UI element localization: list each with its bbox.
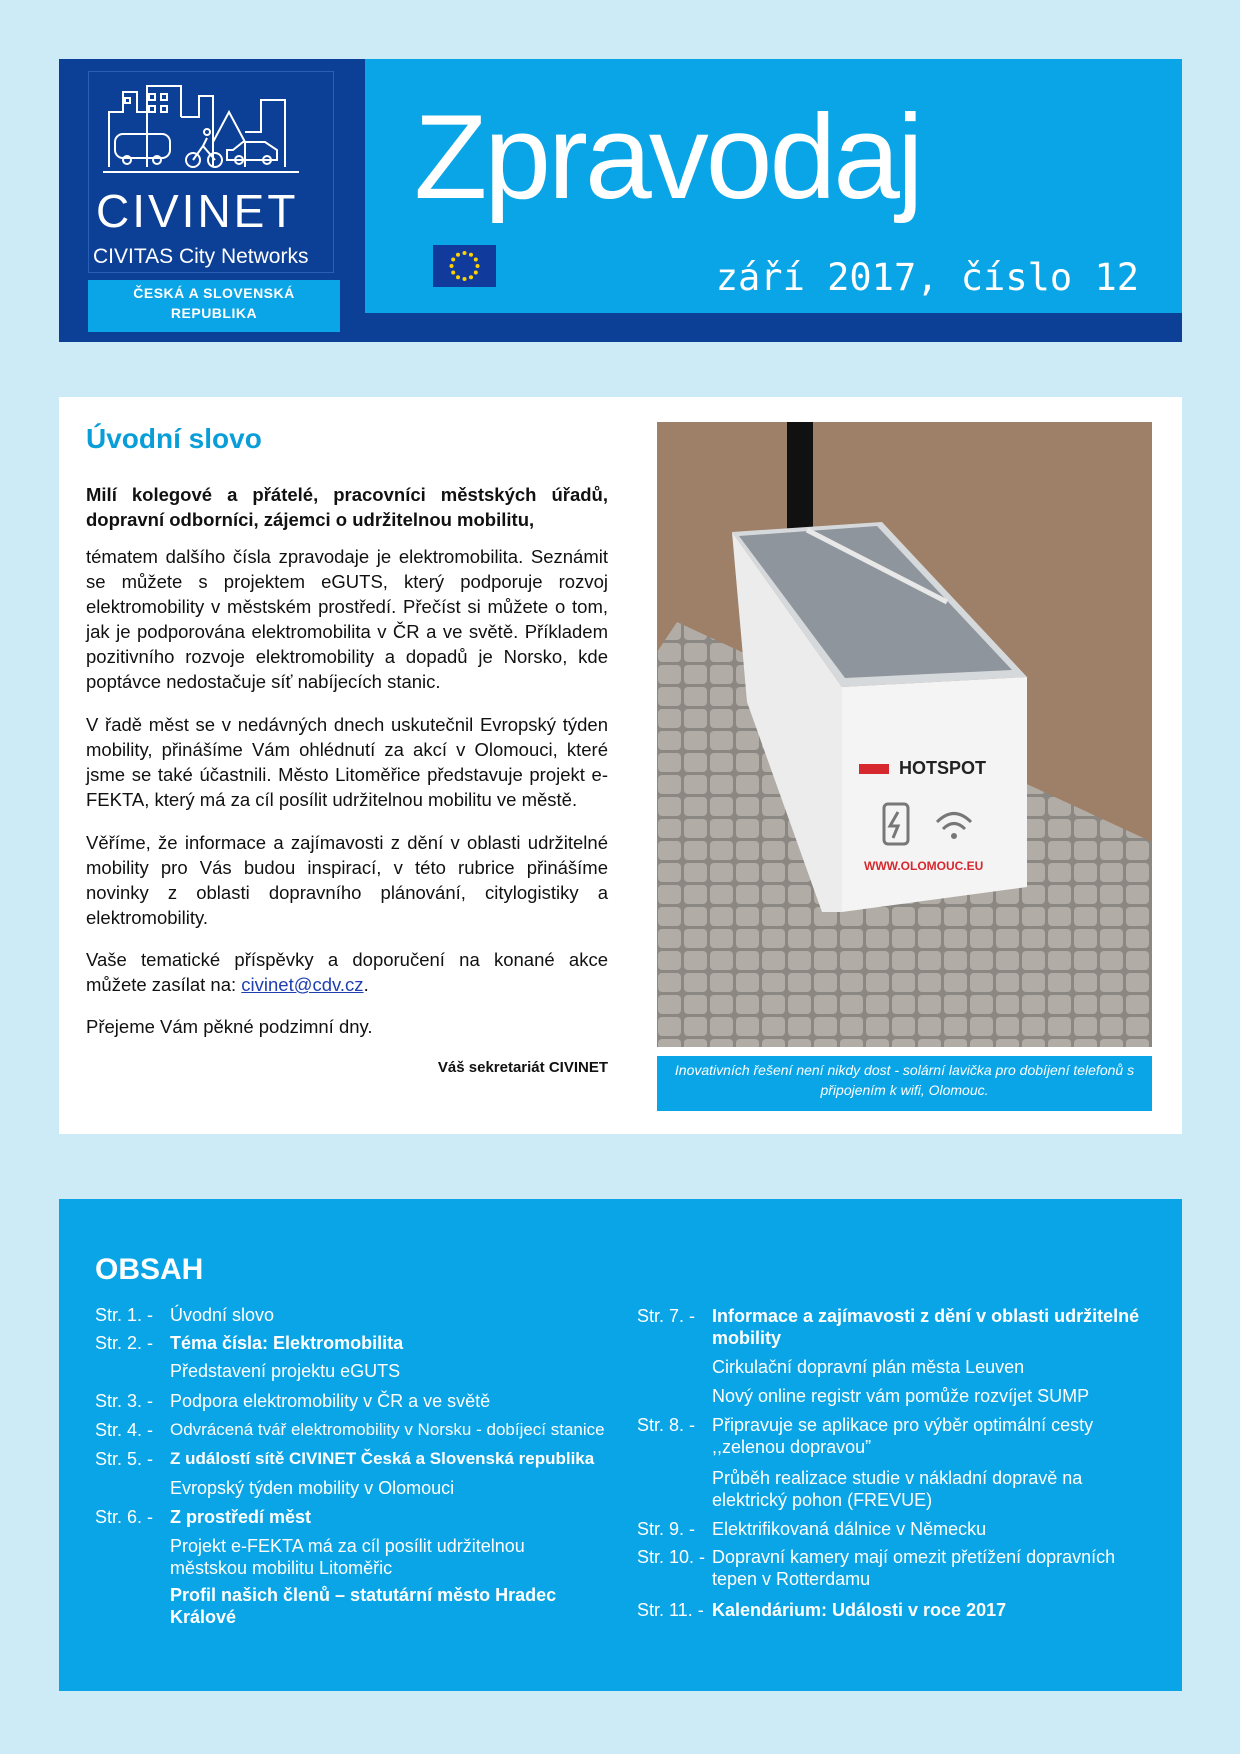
email-link[interactable]: civinet@cdv.cz (241, 974, 364, 995)
toc-entry[interactable]: Připravuje se aplikace pro výběr optimální cesty ,,zelenou dopravou” (712, 1415, 1094, 1457)
newsletter-title: Zpravodaj (414, 90, 921, 224)
hotspot-label: HOTSPOT (899, 758, 987, 778)
toc-entry[interactable]: Kalendárium: Události v roce 2017 (712, 1600, 1007, 1620)
toc-entry[interactable]: Projekt e-FEKTA má za cíl posílit udržitelnou městskou mobilitu Litoměřic (170, 1536, 525, 1578)
signature: Váš sekretariát CIVINET (437, 1059, 608, 1076)
logo-brand: CIVINET (96, 185, 299, 237)
toc-entry[interactable]: Nový online registr vám pomůže rozvíjet SUMP (712, 1386, 1090, 1406)
toc-page-11: Str. 11. - (637, 1600, 704, 1620)
photo-url-label: WWW.OLOMOUC.EU (864, 859, 984, 873)
toc-entry[interactable]: Podpora elektromobility v ČR a ve světě (170, 1391, 491, 1411)
intro-paragraph-4 (86, 947, 608, 997)
toc-entry[interactable]: Evropský týden mobility v Olomouci (170, 1478, 455, 1498)
contact-end: . (363, 974, 369, 995)
contact-text: Vaše tematické příspěvky a doporučení na konané akce můžete zasílat na: (86, 949, 608, 995)
photo-caption: Inovativních řešení není nikdy dost - solární lavička pro dobíjení telefonů s připojením k wifi, Olomouc. (657, 1056, 1152, 1111)
intro-paragraph-3: Věříme, že informace a zajímavosti z dění v oblasti udržitelné mobility pro Vás budou inspirací, v této rubrice přinášíme novinky z oblasti dopravního plánování, citylogistiky a elektromobility. (86, 832, 608, 928)
toc-entry[interactable]: Odvrácená tvář elektromobility v Norsku - dobíjecí stanice (170, 1420, 605, 1439)
toc-entry[interactable]: Informace a zajímavosti z dění v oblasti udržitelné mobility (712, 1306, 1140, 1348)
toc-page-1: Str. 1. - (95, 1305, 154, 1325)
contents-heading: OBSAH (95, 1253, 204, 1286)
toc-entry[interactable]: Elektrifikovaná dálnice v Německu (712, 1519, 987, 1539)
toc-page-6: Str. 6. - (95, 1507, 154, 1527)
toc-entry[interactable]: Představení projektu eGUTS (170, 1361, 401, 1381)
logo-region: ČESKÁ A SLOVENSKÁ REPUBLIKA (88, 280, 340, 332)
civinet-logo (88, 71, 334, 273)
bench-photo (657, 422, 1152, 1047)
eu-flag-icon (433, 245, 496, 287)
toc-page-4: Str. 4. - (95, 1420, 154, 1440)
intro-greeting: Milí kolegové a přátelé, pracovníci městských úřadů, dopravní odborníci, zájemci o udržitelnou mobilitu, (86, 484, 608, 530)
toc-page-5: Str. 5. - (95, 1449, 154, 1469)
toc-entry[interactable]: Cirkulační dopravní plán města Leuven (712, 1357, 1025, 1377)
intro-heading: Úvodní slovo (86, 423, 262, 454)
toc-page-10: Str. 10. - (637, 1547, 706, 1567)
intro-paragraph-5: Přejeme Vám pěkné podzimní dny. (86, 1016, 373, 1037)
toc-page-9: Str. 9. - (637, 1519, 696, 1539)
toc-entry[interactable]: Z prostředí měst (170, 1507, 312, 1527)
toc-entry[interactable]: Téma čísla: Elektromobilita (170, 1333, 404, 1353)
toc-entry[interactable]: Průběh realizace studie v nákladní dopravě na elektrický pohon (FREVUE) (712, 1468, 1083, 1510)
city-skyline-icon (89, 72, 333, 182)
toc-page-8: Str. 8. - (637, 1415, 696, 1435)
toc-page-2: Str. 2. - (95, 1333, 154, 1353)
intro-paragraph-2: V řadě měst se v nedávných dnech uskutečnil Evropský týden mobility, přinášíme Vám ohlédnutí za akcí v Olomouci, které jsme se také účastnili. Město Litoměřice představuje projekt e-FEKTA, který má za cíl posílit udržitelnou mobilitu ve městě. (86, 714, 608, 810)
toc-entry[interactable]: Profil našich členů – statutární město Hradec Králové (170, 1585, 557, 1627)
toc-page-3: Str. 3. - (95, 1391, 154, 1411)
toc-entry[interactable]: Z událostí sítě CIVINET Česká a Slovenská republika (170, 1449, 595, 1468)
toc-entry[interactable]: Dopravní kamery mají omezit přetížení dopravních tepen v Rotterdamu (712, 1547, 1116, 1589)
logo-tagline: CIVITAS City Networks (93, 245, 309, 268)
issue-date: září 2017, číslo 12 (715, 256, 1139, 299)
toc-entry[interactable]: Úvodní slovo (170, 1305, 275, 1325)
toc-page-7: Str. 7. - (637, 1306, 696, 1326)
intro-paragraph-1: tématem dalšího čísla zpravodaje je elektromobilita. Seznámit se můžete s projektem eGUTS, který podporuje rozvoj elektromobility v městském prostředí. Přečíst si můžete o tom, jak je podporována elektromobilita v ČR a ve světě. Příkladem pozitivního rozvoje elektromobility a dopadů je Norsko, kde poptávce nedostačuje síť nabíjecích stanic. (86, 546, 608, 692)
